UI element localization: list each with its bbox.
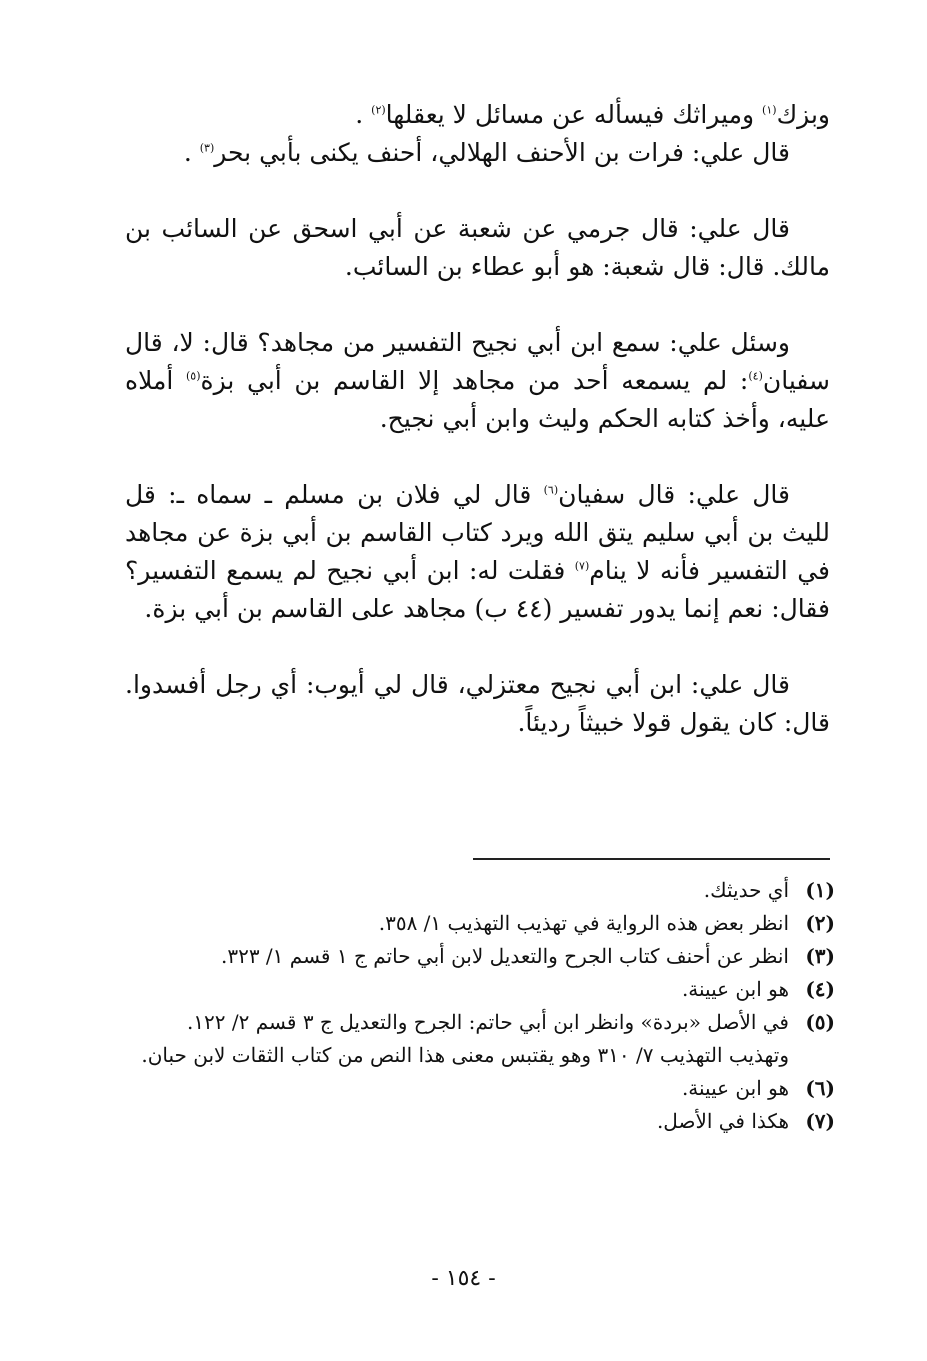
text-run: أملاه عليه، وأخذ كتابه الحكم وليث وابن أبي نجيح. <box>125 366 830 433</box>
footnote-text: هو ابن عيينة. <box>681 1076 789 1100</box>
footnotes-list <box>130 874 835 1138</box>
footnote-item <box>130 973 835 1006</box>
footnote-number: (٦) <box>805 1076 835 1100</box>
footnote-marker: (٤) <box>748 369 763 383</box>
text-run: قال علي: قال جرمي عن شعبة عن أبي اسحق عن السائب بن مالك. قال: قال شعبة: هو أبو عطاء بن السائب. <box>125 214 830 281</box>
footnote-marker: (١) <box>762 103 777 117</box>
footnote-item <box>130 1006 835 1072</box>
footnote-marker: (٢) <box>371 103 386 117</box>
footnote-number: (٤) <box>805 977 835 1001</box>
text-run: فقلت له: ابن أبي نجيح لم يسمع التفسير؟ فقال: نعم إنما يدور تفسير (٤٤ ب) مجاهد على القاسم بن أبي بزة. <box>125 556 830 623</box>
footnote-item <box>130 940 835 973</box>
paragraph-6 <box>125 666 830 742</box>
footnote-number: (١) <box>805 878 835 902</box>
footnote-separator <box>473 858 830 860</box>
footnote-text: في الأصل «بردة» وانظر ابن أبي حاتم: الجرح والتعديل ج ٣ قسم ٢/ ١٢٢. وتهذيب التهذيب ٧/ ٣١٠ وهو يقتبس معنى هذا النص من كتاب الثقات لابن حبان. <box>141 1010 789 1067</box>
footnote-item <box>130 1072 835 1105</box>
footnote-text: هو ابن عيينة. <box>681 977 789 1001</box>
footnote-number: (٥) <box>805 1010 835 1034</box>
text-run: قال علي: فرات بن الأحنف الهلالي، أحنف يكنى بأبي بحر <box>214 138 790 167</box>
text-run: قال علي: ابن أبي نجيح معتزلي، قال لي أيوب: أي رجل أفسدوا. قال: كان يقول قولا خبيثاً رديئاً. <box>125 670 830 737</box>
paragraph-1 <box>125 96 830 134</box>
footnote-number: (٣) <box>805 944 835 968</box>
page-number: - ١٥٤ - <box>431 1266 496 1291</box>
footnote-item <box>130 907 835 940</box>
text-run: وميراثك فيسأله عن مسائل لا يعقلها <box>385 100 763 129</box>
footnote-marker: (٥) <box>186 369 201 383</box>
paragraph-3 <box>125 210 830 286</box>
footnote-item <box>130 874 835 907</box>
main-text <box>125 96 830 742</box>
footnote-marker: (٣) <box>199 141 215 155</box>
footnote-text: انظر بعض هذه الرواية في تهذيب التهذيب ١/ ٣٥٨. <box>378 911 789 935</box>
footnote-item <box>130 1105 835 1138</box>
text-run: قال لي فلان بن مسلم ـ سماه ـ: قل لليث بن أبي سليم يتق الله ويرد كتاب القاسم بن أبي بزة عن مجاهد في التفسير فأنه لا ينام <box>125 480 830 585</box>
footnote-number: (٢) <box>805 911 835 935</box>
footnote-marker: (٦) <box>543 483 559 497</box>
text-run: وسئل علي: سمع ابن أبي نجيح التفسير من مجاهد؟ قال: لا، قال سفيان <box>125 328 830 395</box>
footnote-marker: (٧) <box>574 559 590 573</box>
text-run: . <box>183 138 200 167</box>
paragraph-4 <box>125 324 830 438</box>
paragraph-5 <box>125 476 830 628</box>
footnote-number: (٧) <box>805 1109 835 1133</box>
footnote-text: انظر عن أحنف كتاب الجرح والتعديل لابن أبي حاتم ج ١ قسم ١/ ٣٢٣. <box>220 944 789 968</box>
text-run: وبزك <box>776 100 830 129</box>
text-run: قال علي: قال سفيان <box>558 480 790 509</box>
footnote-text: أي حديثك. <box>703 878 789 902</box>
paragraph-2 <box>125 134 830 172</box>
text-run: . <box>355 100 372 129</box>
footnote-text: هكذا في الأصل. <box>656 1109 789 1133</box>
text-run: : لم يسمعه أحد من مجاهد إلا القاسم بن أبي بزة <box>200 366 749 395</box>
